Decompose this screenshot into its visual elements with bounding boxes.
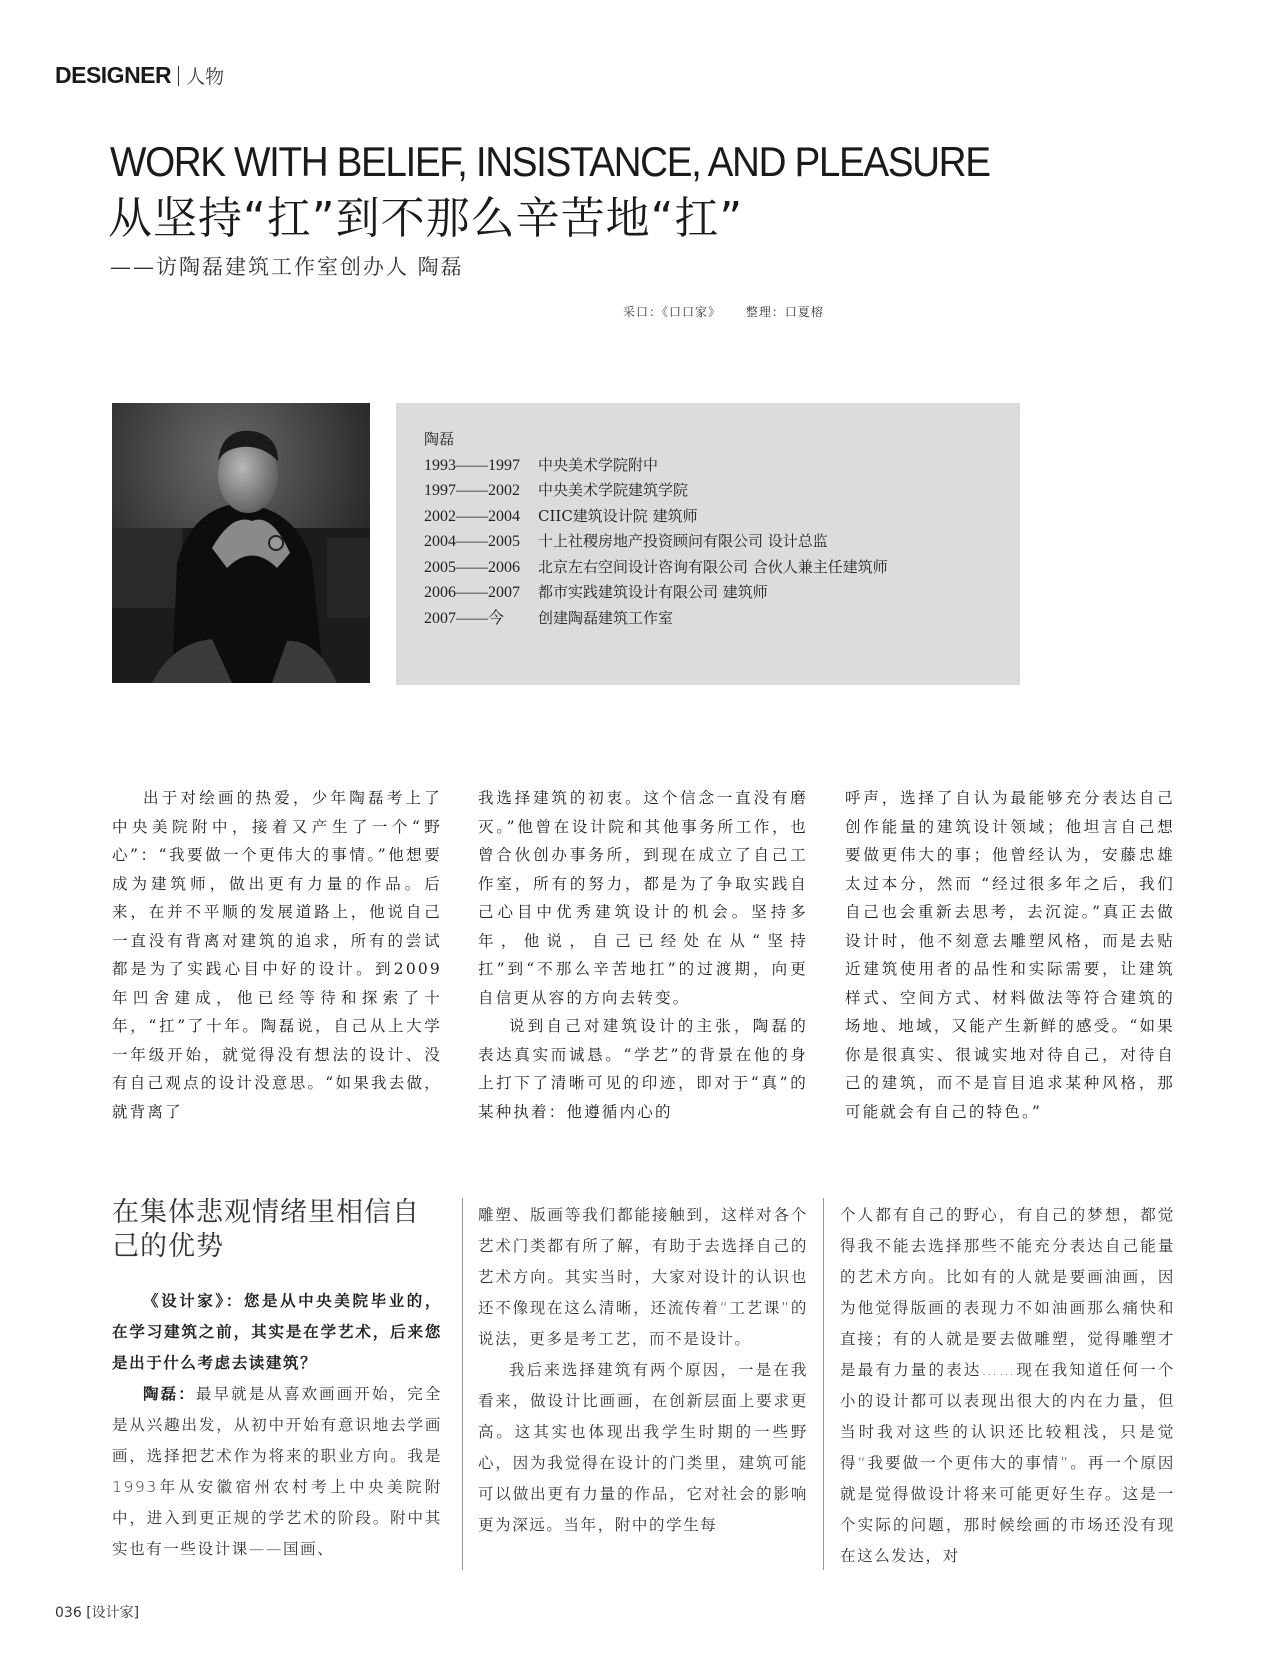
section-tag <box>55 62 224 89</box>
bio-box <box>396 403 1020 685</box>
column-divider <box>823 1198 824 1570</box>
column-divider <box>462 1198 463 1570</box>
bio-years: 2005——2006 <box>424 558 520 576</box>
bio-entry <box>424 529 888 555</box>
section-divider <box>178 66 179 86</box>
bio-years: 2004——2005 <box>424 533 520 550</box>
bio-years: 2002——2004 <box>424 507 520 525</box>
credit-editor: 整理：口夏榕 <box>745 305 824 319</box>
answer-speaker: 陶磊： <box>143 1385 196 1403</box>
bio-desc: 十上社稷房地产投资顾问有限公司 设计总监 <box>538 532 828 550</box>
interview-paragraph: 我后来选择建筑有两个原因，一是在我看来，做设计比画画，在创新层面上要求更高。这其实也体现出我学生时期的一些野心，因为我觉得在设计的门类里，建筑可能可以做出更有力量的作品，它对社会的影响更为深远。当年，附中的学生每 <box>478 1361 808 1534</box>
bio-years: 2007——今 <box>424 609 505 627</box>
bio-desc: 中央美术学院附中 <box>538 455 659 474</box>
bio-desc: 北京左右空间设计咨询有限公司 合伙人兼主任建筑师 <box>538 557 888 576</box>
interview-column-2 <box>478 1200 808 1541</box>
intro-paragraph: 出于对绘画的热爱，少年陶磊考上了中央美院附中，接着又产生了一个“野心”：“我要做一个更伟大的事情。”他想要成为建筑师，做出更有力量的作品。后来，在并不平顺的发展道路上，他说自己一直没有背离对建筑的追求，所有的尝试都是为了实践心目中好的设计。到2009年凹舍建成，他已经等待和探索了十年，“扛”了十年。陶磊说，自己从上大学一年级开始，就觉得没有想法的设计、没有自己观点的设计没意思。“如果我去做，就背离了 <box>112 789 442 1121</box>
intro-column-2 <box>478 784 808 1126</box>
section-label-en: DESIGNER <box>55 62 172 88</box>
bio-desc: CIIC建筑设计院 建筑师 <box>538 506 698 525</box>
interview-paragraph: 个人都有自己的野心，有自己的梦想，都觉得我不能去选择那些不能充分表达自己能量的艺术方向。比如有的人就是要画油画，因为他觉得版画的表现力不如油画那么痛快和直接；有的人就是要去做雕塑，觉得雕塑才是最有力量的表达……现在我知道任何一个小的设计都可以表现出很大的内在力量，但当时我对这些的认识还比较粗浅，只是觉得“我要做一个更伟大的事情”。再一个原因就是觉得做设计将来可能更好生存。这是一个实际的问题，那时候绘画的市场还没有现在这么发达，对 <box>840 1206 1175 1565</box>
interview-paragraph: 雕塑、版画等我们都能接触到，这样对各个艺术门类都有所了解，有助于去选择自己的艺术方向。其实当时，大家对设计的认识也还不像现在这么清晰，还流传着“工艺课”的说法，更多是考工艺，而不是设计。 <box>478 1206 808 1348</box>
bio-years: 2006——2007 <box>424 584 520 601</box>
bio-entry <box>424 555 888 581</box>
bio-desc: 都市实践建筑设计有限公司 建筑师 <box>538 583 768 601</box>
answer-text: 最早就是从喜欢画画开始，完全是从兴趣出发，从初中开始有意识地去学画画，选择把艺术作为将来的职业方向。我是1993年从安徽宿州农村考上中央美院附中，进入到更正规的学艺术的阶段。附中其实也有一些设计课——国画、 <box>112 1385 442 1558</box>
section-label-cn: 人物 <box>186 66 225 88</box>
page-number: 036 <box>55 1605 82 1621</box>
interview-question: 《设计家》：您是从中央美院毕业的，在学习建筑之前，其实是在学艺术，后来您是出于什么考虑去读建筑？ <box>112 1292 442 1372</box>
section-heading: 在集体悲观情绪里相信自己的优势 <box>112 1197 420 1262</box>
bio-years: 1993——1997 <box>424 456 520 474</box>
credit-interview: 采口：《口口家》 <box>623 305 722 319</box>
bio-entry <box>424 504 888 530</box>
bio-desc: 创建陶磊建筑工作室 <box>538 608 674 627</box>
intro-paragraph: 呼声，选择了自认为最能够充分表达自己创作能量的建筑设计领域；他坦言自己想要做更伟大的事；他曾经认为，安藤忠雄太过本分，然而 “经过很多年之后，我们自己也会重新去思考，去沉淀。”真正去做设计时，他不刻意去雕塑风格，而是去贴近建筑使用者的品性和实际需要，让建筑样式、空间方式、材料做法等符合建筑的场地、地域，又能产生新鲜的感受。“如果你是很真实、很诚实地对待自己，对待自己的建筑，而不是盲目追求某种风格，那可能就会有自己的特色。” <box>845 789 1175 1121</box>
bio-entry <box>424 478 888 504</box>
intro-column-3 <box>845 784 1175 1126</box>
bio-entry <box>424 453 888 479</box>
article-subtitle: ——访陶磊建筑工作室创办人 陶磊 <box>110 255 464 279</box>
bio-entry <box>424 580 888 606</box>
intro-column-1 <box>112 784 442 1126</box>
intro-paragraph: 我选择建筑的初衷。这个信念一直没有磨灭。”他曾在设计院和其他事务所工作，也曾合伙创办事务所，到现在成立了自己工作室，所有的努力，都是为了争取实践自己心目中优秀建筑设计的机会。坚持多年，他说，自己已经处在从“坚持扛”到“不那么辛苦地扛”的过渡期，向更自信更从容的方向去转变。 <box>478 789 808 1007</box>
bio-name: 陶磊 <box>424 430 455 448</box>
portrait-photo <box>112 403 370 683</box>
interview-answer <box>112 1379 442 1565</box>
article-credit <box>623 303 824 320</box>
bio-years: 1997——2002 <box>424 482 520 499</box>
article-title-cn: 从坚持“扛”到不那么辛苦地“扛” <box>108 193 744 244</box>
bio-desc: 中央美术学院建筑学院 <box>538 481 689 499</box>
portrait-image <box>112 403 370 683</box>
article-title-en: WORK WITH BELIEF, INSISTANCE, AND PLEASURE <box>110 138 990 185</box>
magazine-name: [设计家] <box>86 1605 140 1621</box>
interview-column-3 <box>840 1200 1175 1572</box>
page-footer <box>55 1602 139 1622</box>
bio-entry <box>424 606 888 632</box>
intro-paragraph: 说到自己对建筑设计的主张，陶磊的表达真实而诚恳。“学艺”的背景在他的身上打下了清晰可见的印迹，即对于“真”的某种执着：他遵循内心的 <box>478 1017 808 1121</box>
interview-column-1 <box>112 1286 442 1565</box>
